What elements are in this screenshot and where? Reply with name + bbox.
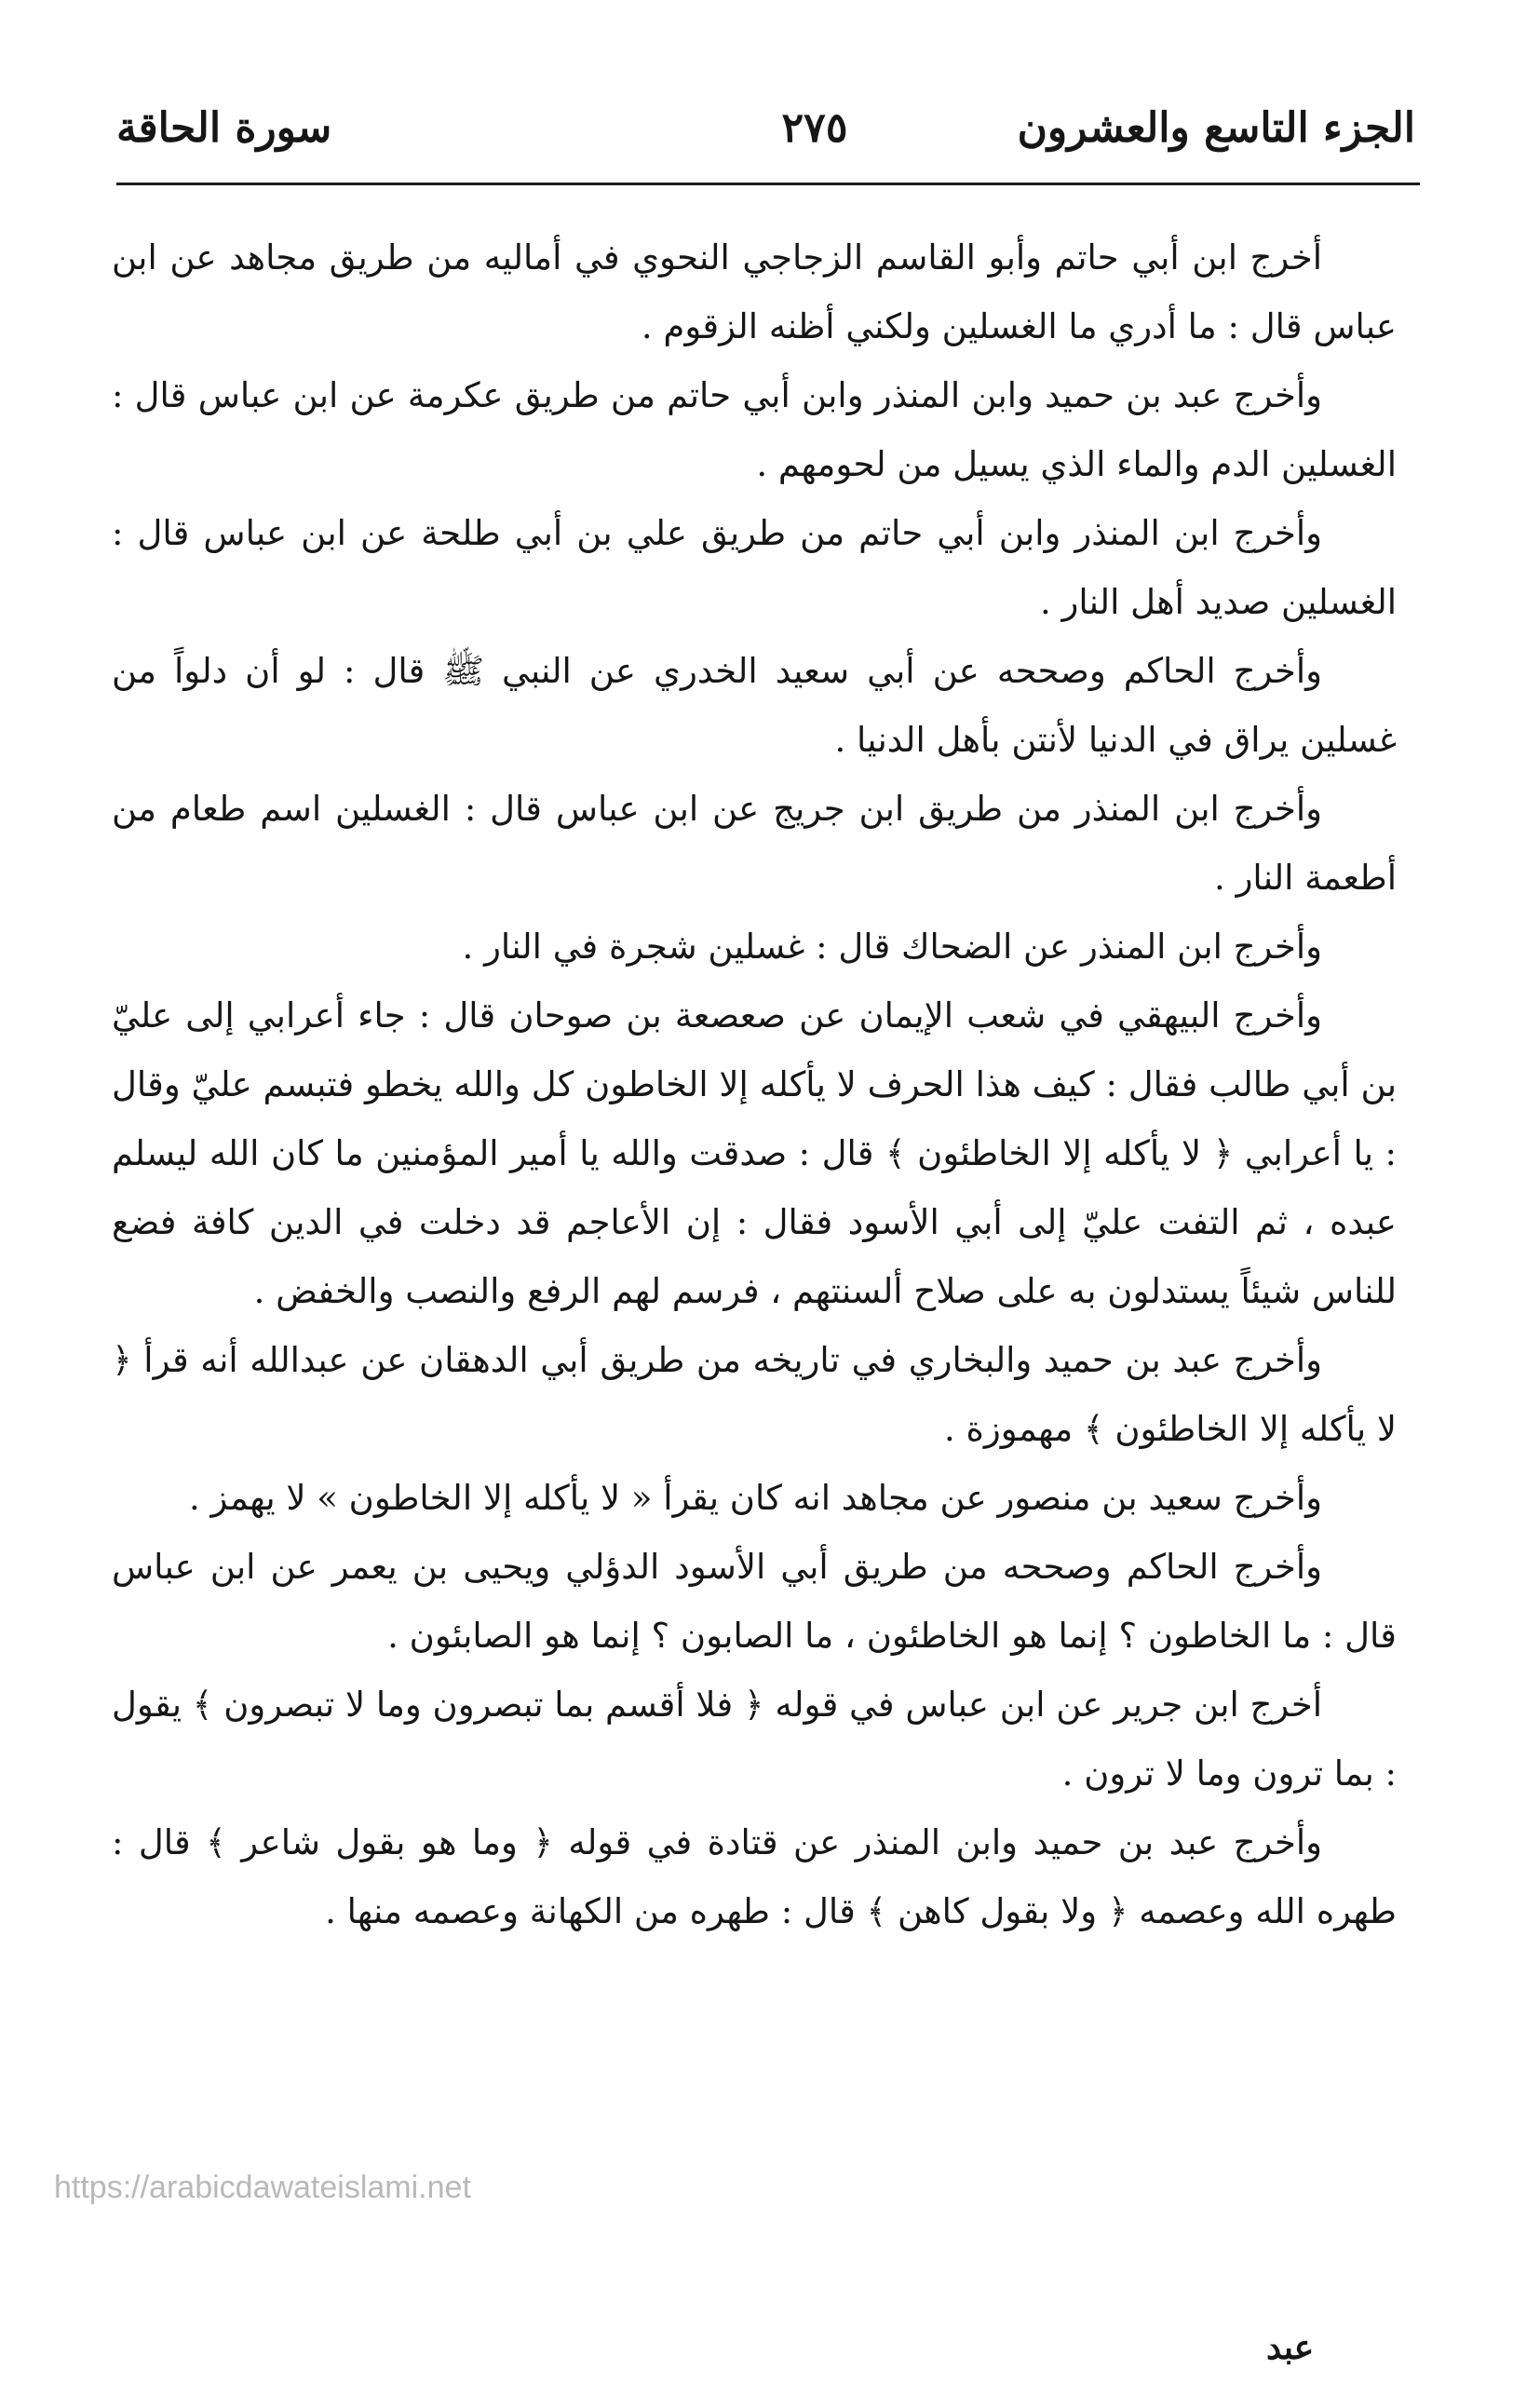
paragraph: وأخرج الحاكم وصححه من طريق أبي الأسود الدؤلي ويحيى بن يعمر عن ابن عباس قال : ما الخاطون ؟ إنما هو الخاطئون ، ما الصابون ؟ إنما هو الصابئون . <box>112 1547 1397 1656</box>
paragraph: وأخرج البيهقي في شعب الإيمان عن صعصعة بن صوحان قال : جاء أعرابي إلى عليّ بن أبي طالب فقال : كيف هذا الحرف لا يأكله إلا الخاطون كل والله يخطو فتبسم عليّ وقال : يا أعرابي ﴿ لا يأكله إلا الخاطئون ﴾ قال : صدقت والله يا أمير المؤمنين ما كان الله ليسلم عبده ، ثم التفت عليّ إلى أبي الأسود فقال : إن الأعاجم قد دخلت في الدين كافة فضع للناس شيئاً يستدلون به على صلاح ألسنتهم ، فرسم لهم الرفع والنصب والخفض . <box>112 995 1397 1311</box>
paragraph: أخرج ابن أبي حاتم وأبو القاسم الزجاجي النحوي في أماليه من طريق مجاهد عن ابن عباس قال : ما أدري ما الغسلين ولكني أظنه الزقوم . <box>112 237 1397 346</box>
paragraph: وأخرج عبد بن حميد وابن المنذر عن قتادة في قوله ﴿ وما هو بقول شاعر ﴾ قال : طهره الله وعصمه ﴿ ولا بقول كاهن ﴾ قال : طهره من الكهانة وعصمه منها . <box>112 1822 1397 1931</box>
paragraph: وأخرج ابن المنذر عن الضحاك قال : غسلين شجرة في النار . <box>462 927 1322 967</box>
paragraph: أخرج ابن جرير عن ابن عباس في قوله ﴿ فلا أقسم بما تبصرون وما لا تبصرون ﴾ يقول : بما ترون وما لا ترون . <box>111 1685 1397 1794</box>
watermark-url: https://arabicdawateislami.net <box>54 2170 471 2205</box>
paragraph: وأخرج سعيد بن منصور عن مجاهد انه كان يقرأ « لا يأكله إلا الخاطون » لا يهمز . <box>188 1478 1322 1518</box>
page-header <box>116 104 1415 169</box>
paragraph: وأخرج ابن المنذر من طريق ابن جريج عن ابن عباس قال : الغسلين اسم طعام من أطعمة النار . <box>112 789 1397 898</box>
paragraph: وأخرج ابن المنذر وابن أبي حاتم من طريق علي بن أبي طلحة عن ابن عباس قال : الغسلين صديد أهل النار . <box>112 513 1397 622</box>
page-body <box>112 223 1397 1946</box>
page-number: ٢٧٥ <box>781 104 848 152</box>
surah-title: سورة الحاقة <box>116 104 332 152</box>
header-divider <box>116 183 1420 185</box>
paragraph: وأخرج الحاكم وصححه عن أبي سعيد الخدري عن النبي ﷺ قال : لو أن دلواً من غسلين يراق في الدنيا لأنتن بأهل الدنيا . <box>112 651 1397 760</box>
catchword: عبد <box>1266 2328 1315 2367</box>
part-title: الجزء التاسع والعشرون <box>1017 104 1415 152</box>
paragraph: وأخرج عبد بن حميد وابن المنذر وابن أبي حاتم من طريق عكرمة عن ابن عباس قال : الغسلين الدم والماء الذي يسيل من لحومهم . <box>112 375 1397 484</box>
paragraph: وأخرج عبد بن حميد والبخاري في تاريخه من طريق أبي الدهقان عن عبدالله أنه قرأ ﴿ لا يأكله إلا الخاطئون ﴾ مهموزة . <box>112 1340 1397 1449</box>
